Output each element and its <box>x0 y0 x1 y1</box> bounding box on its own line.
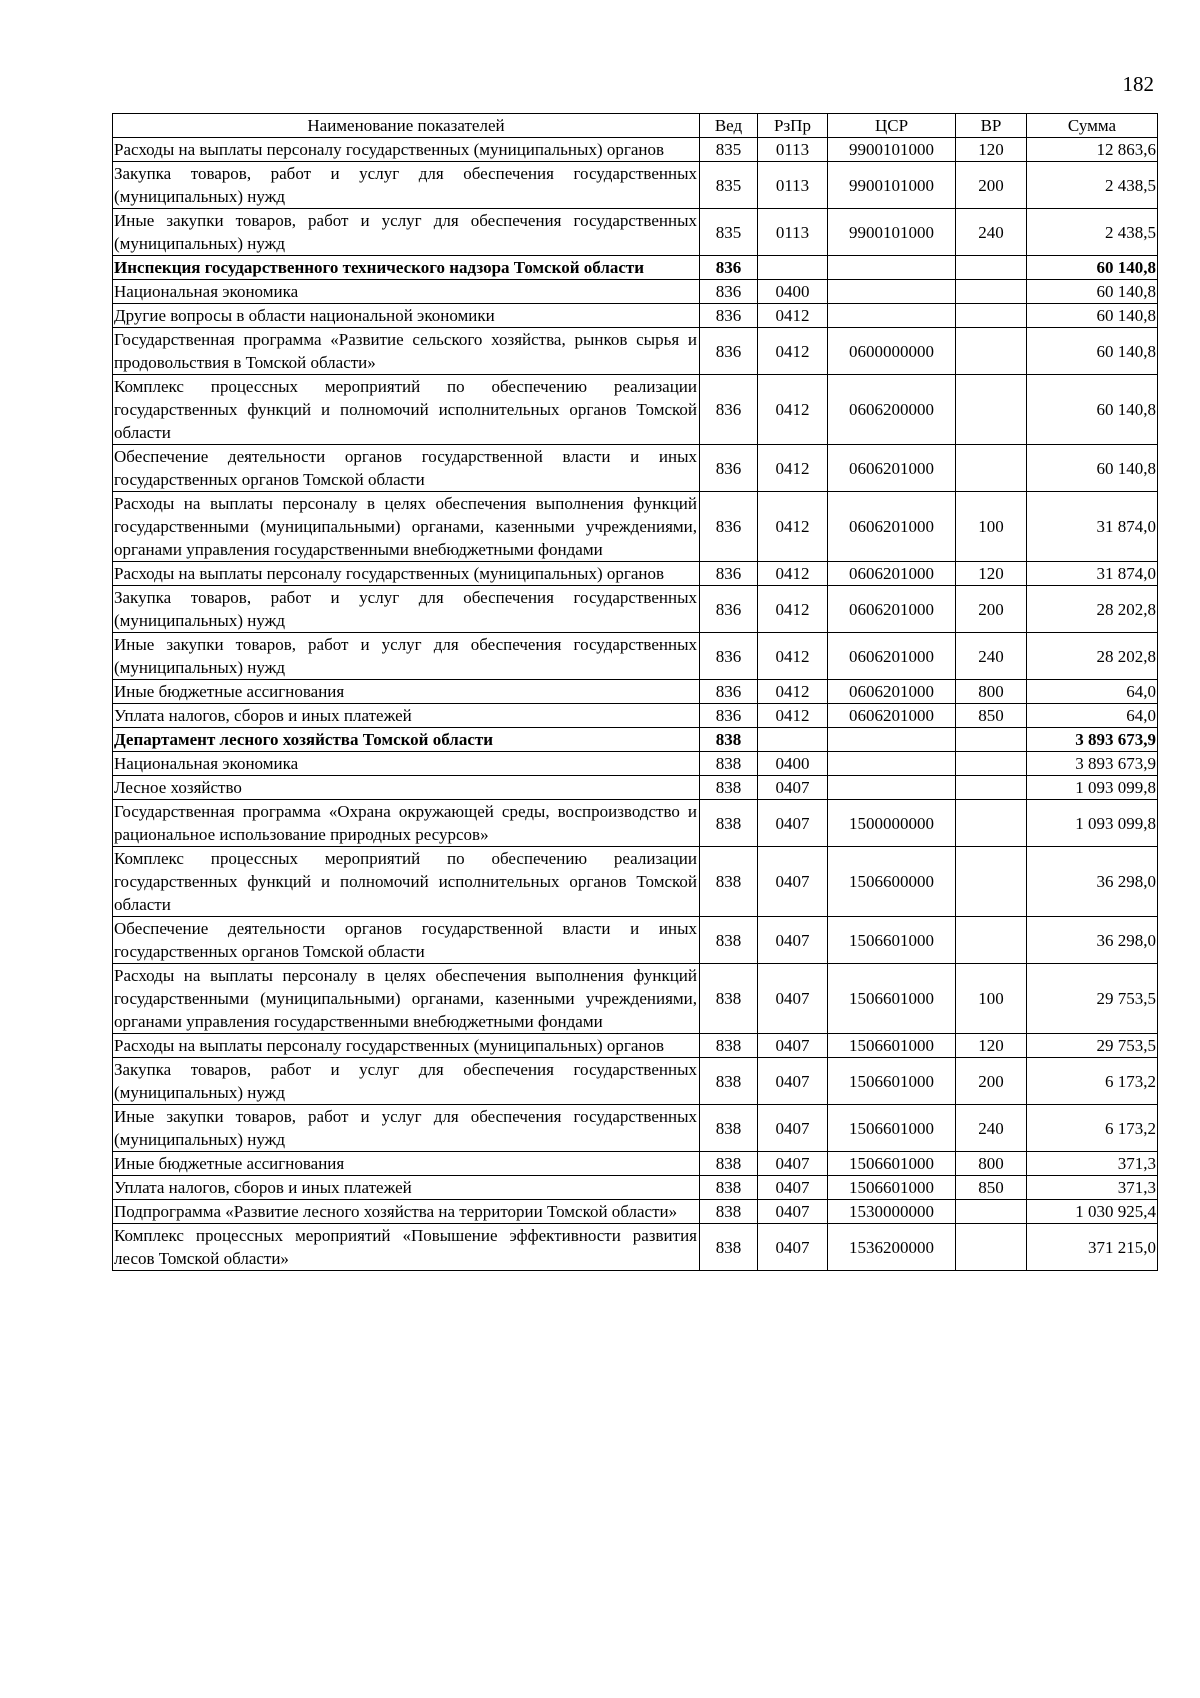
row-ved: 836 <box>700 328 758 375</box>
row-rzpr: 0400 <box>758 280 828 304</box>
row-name: Обеспечение деятельности органов государственной власти и иных государственных органов Томской области <box>113 445 700 492</box>
table-row <box>113 964 1158 1034</box>
row-name: Государственная программа «Охрана окружающей среды, воспроизводство и рациональное использование природных ресурсов» <box>113 800 700 847</box>
row-sum: 60 140,8 <box>1027 328 1158 375</box>
header-vr: ВР <box>956 114 1027 138</box>
row-rzpr: 0412 <box>758 704 828 728</box>
row-name: Расходы на выплаты персоналу в целях обеспечения выполнения функций государственными (муниципальными) органами, казенными учреждениями, органами управления государственными внебюджетными фондами <box>113 492 700 562</box>
row-rzpr: 0407 <box>758 1152 828 1176</box>
table-row <box>113 328 1158 375</box>
row-vr <box>956 280 1027 304</box>
row-name: Департамент лесного хозяйства Томской области <box>113 728 700 752</box>
row-sum: 31 874,0 <box>1027 562 1158 586</box>
table-body <box>113 138 1158 1271</box>
row-vr: 850 <box>956 1176 1027 1200</box>
table-row <box>113 800 1158 847</box>
table-row <box>113 492 1158 562</box>
table-row <box>113 728 1158 752</box>
row-rzpr: 0400 <box>758 752 828 776</box>
row-ved: 838 <box>700 1200 758 1224</box>
row-csr: 0606201000 <box>828 562 956 586</box>
header-rzpr: РзПр <box>758 114 828 138</box>
row-name: Расходы на выплаты персоналу в целях обеспечения выполнения функций государственными (муниципальными) органами, казенными учреждениями, органами управления государственными внебюджетными фондами <box>113 964 700 1034</box>
row-vr: 120 <box>956 1034 1027 1058</box>
row-sum: 28 202,8 <box>1027 633 1158 680</box>
header-ved: Вед <box>700 114 758 138</box>
row-sum: 1 030 925,4 <box>1027 1200 1158 1224</box>
row-vr <box>956 917 1027 964</box>
row-rzpr: 0407 <box>758 1105 828 1152</box>
row-name: Другие вопросы в области национальной экономики <box>113 304 700 328</box>
row-name: Расходы на выплаты персоналу государственных (муниципальных) органов <box>113 138 700 162</box>
row-name: Лесное хозяйство <box>113 776 700 800</box>
row-ved: 838 <box>700 1224 758 1271</box>
row-name: Комплекс процессных мероприятий «Повышение эффективности развития лесов Томской области» <box>113 1224 700 1271</box>
table-row <box>113 162 1158 209</box>
row-rzpr: 0113 <box>758 209 828 256</box>
row-rzpr: 0412 <box>758 304 828 328</box>
row-rzpr: 0407 <box>758 776 828 800</box>
row-vr <box>956 800 1027 847</box>
row-sum: 371,3 <box>1027 1152 1158 1176</box>
row-name: Закупка товаров, работ и услуг для обеспечения государственных (муниципальных) нужд <box>113 162 700 209</box>
row-name: Национальная экономика <box>113 280 700 304</box>
row-sum: 36 298,0 <box>1027 917 1158 964</box>
row-vr <box>956 304 1027 328</box>
row-sum: 12 863,6 <box>1027 138 1158 162</box>
row-ved: 838 <box>700 1034 758 1058</box>
row-ved: 838 <box>700 917 758 964</box>
table-row <box>113 752 1158 776</box>
row-vr <box>956 256 1027 280</box>
row-name: Обеспечение деятельности органов государственной власти и иных государственных органов Томской области <box>113 917 700 964</box>
table-row <box>113 1176 1158 1200</box>
row-vr <box>956 847 1027 917</box>
row-vr <box>956 776 1027 800</box>
header-csr: ЦСР <box>828 114 956 138</box>
row-rzpr: 0407 <box>758 964 828 1034</box>
table-row <box>113 586 1158 633</box>
row-rzpr: 0407 <box>758 1224 828 1271</box>
row-ved: 836 <box>700 633 758 680</box>
row-ved: 835 <box>700 138 758 162</box>
row-name: Комплекс процессных мероприятий по обеспечению реализации государственных функций и полномочий исполнительных органов Томской области <box>113 375 700 445</box>
row-csr: 0606201000 <box>828 492 956 562</box>
row-csr: 1506601000 <box>828 1105 956 1152</box>
row-ved: 836 <box>700 375 758 445</box>
row-vr: 100 <box>956 492 1027 562</box>
page-number: 182 <box>1122 72 1154 96</box>
row-name: Уплата налогов, сборов и иных платежей <box>113 704 700 728</box>
row-ved: 838 <box>700 800 758 847</box>
row-sum: 2 438,5 <box>1027 162 1158 209</box>
table-row <box>113 1034 1158 1058</box>
row-name: Государственная программа «Развитие сельского хозяйства, рынков сырья и продовольствия в Томской области» <box>113 328 700 375</box>
row-csr <box>828 728 956 752</box>
row-csr <box>828 280 956 304</box>
row-rzpr: 0412 <box>758 680 828 704</box>
row-csr: 9900101000 <box>828 162 956 209</box>
row-vr: 200 <box>956 162 1027 209</box>
row-csr: 0606200000 <box>828 375 956 445</box>
row-csr: 1506601000 <box>828 1152 956 1176</box>
row-ved: 838 <box>700 1152 758 1176</box>
row-sum: 6 173,2 <box>1027 1058 1158 1105</box>
row-vr <box>956 1200 1027 1224</box>
row-name: Уплата налогов, сборов и иных платежей <box>113 1176 700 1200</box>
row-rzpr: 0412 <box>758 492 828 562</box>
row-vr: 120 <box>956 562 1027 586</box>
row-vr: 240 <box>956 209 1027 256</box>
table-row <box>113 445 1158 492</box>
row-ved: 838 <box>700 776 758 800</box>
table-row <box>113 1058 1158 1105</box>
row-vr <box>956 728 1027 752</box>
row-csr: 1506600000 <box>828 847 956 917</box>
row-ved: 836 <box>700 256 758 280</box>
row-sum: 29 753,5 <box>1027 964 1158 1034</box>
row-ved: 836 <box>700 562 758 586</box>
row-sum: 29 753,5 <box>1027 1034 1158 1058</box>
row-name: Комплекс процессных мероприятий по обеспечению реализации государственных функций и полномочий исполнительных органов Томской области <box>113 847 700 917</box>
row-vr: 800 <box>956 1152 1027 1176</box>
row-sum: 64,0 <box>1027 704 1158 728</box>
row-ved: 836 <box>700 680 758 704</box>
header-sum: Сумма <box>1027 114 1158 138</box>
row-csr: 0606201000 <box>828 633 956 680</box>
row-name: Иные закупки товаров, работ и услуг для обеспечения государственных (муниципальных) нужд <box>113 633 700 680</box>
row-sum: 60 140,8 <box>1027 375 1158 445</box>
row-csr: 1536200000 <box>828 1224 956 1271</box>
row-csr: 9900101000 <box>828 138 956 162</box>
row-csr: 1506601000 <box>828 964 956 1034</box>
row-sum: 60 140,8 <box>1027 445 1158 492</box>
row-ved: 835 <box>700 162 758 209</box>
row-ved: 836 <box>700 492 758 562</box>
row-ved: 838 <box>700 728 758 752</box>
row-csr <box>828 752 956 776</box>
row-name: Иные закупки товаров, работ и услуг для обеспечения государственных (муниципальных) нужд <box>113 209 700 256</box>
row-csr: 0606201000 <box>828 586 956 633</box>
row-rzpr: 0113 <box>758 138 828 162</box>
row-rzpr <box>758 256 828 280</box>
table-header-row <box>113 114 1158 138</box>
row-vr <box>956 375 1027 445</box>
table-row <box>113 280 1158 304</box>
row-csr: 9900101000 <box>828 209 956 256</box>
row-sum: 3 893 673,9 <box>1027 752 1158 776</box>
row-name: Закупка товаров, работ и услуг для обеспечения государственных (муниципальных) нужд <box>113 1058 700 1105</box>
table-row <box>113 256 1158 280</box>
row-rzpr: 0407 <box>758 1034 828 1058</box>
row-sum: 36 298,0 <box>1027 847 1158 917</box>
row-sum: 1 093 099,8 <box>1027 776 1158 800</box>
budget-table <box>112 113 1158 1271</box>
row-name: Национальная экономика <box>113 752 700 776</box>
row-rzpr: 0412 <box>758 328 828 375</box>
row-csr: 1506601000 <box>828 1176 956 1200</box>
table-row <box>113 1200 1158 1224</box>
row-csr: 0606201000 <box>828 680 956 704</box>
row-sum: 60 140,8 <box>1027 304 1158 328</box>
row-rzpr <box>758 728 828 752</box>
row-vr: 850 <box>956 704 1027 728</box>
row-ved: 836 <box>700 586 758 633</box>
row-sum: 1 093 099,8 <box>1027 800 1158 847</box>
row-vr: 100 <box>956 964 1027 1034</box>
row-rzpr: 0407 <box>758 1176 828 1200</box>
table-row <box>113 847 1158 917</box>
row-vr: 200 <box>956 1058 1027 1105</box>
row-csr: 1506601000 <box>828 917 956 964</box>
row-sum: 31 874,0 <box>1027 492 1158 562</box>
row-rzpr: 0412 <box>758 375 828 445</box>
row-csr: 0606201000 <box>828 445 956 492</box>
row-name: Закупка товаров, работ и услуг для обеспечения государственных (муниципальных) нужд <box>113 586 700 633</box>
row-ved: 838 <box>700 847 758 917</box>
row-ved: 838 <box>700 1105 758 1152</box>
row-rzpr: 0412 <box>758 562 828 586</box>
row-sum: 60 140,8 <box>1027 256 1158 280</box>
row-sum: 60 140,8 <box>1027 280 1158 304</box>
table-row <box>113 776 1158 800</box>
table-row <box>113 209 1158 256</box>
row-vr <box>956 752 1027 776</box>
row-rzpr: 0407 <box>758 917 828 964</box>
table-row <box>113 1224 1158 1271</box>
table-row <box>113 138 1158 162</box>
table-row <box>113 917 1158 964</box>
row-ved: 836 <box>700 704 758 728</box>
table-row <box>113 1152 1158 1176</box>
row-vr: 800 <box>956 680 1027 704</box>
row-rzpr: 0412 <box>758 445 828 492</box>
row-name: Расходы на выплаты персоналу государственных (муниципальных) органов <box>113 1034 700 1058</box>
row-name: Иные закупки товаров, работ и услуг для обеспечения государственных (муниципальных) нужд <box>113 1105 700 1152</box>
row-rzpr: 0412 <box>758 586 828 633</box>
row-csr: 0600000000 <box>828 328 956 375</box>
row-rzpr: 0407 <box>758 800 828 847</box>
row-ved: 838 <box>700 1176 758 1200</box>
row-vr <box>956 445 1027 492</box>
row-csr <box>828 256 956 280</box>
table-row <box>113 633 1158 680</box>
row-vr: 240 <box>956 633 1027 680</box>
row-ved: 838 <box>700 964 758 1034</box>
row-rzpr: 0407 <box>758 1058 828 1105</box>
table-row <box>113 680 1158 704</box>
table-row <box>113 304 1158 328</box>
row-sum: 3 893 673,9 <box>1027 728 1158 752</box>
row-name: Иные бюджетные ассигнования <box>113 1152 700 1176</box>
row-vr: 120 <box>956 138 1027 162</box>
row-ved: 836 <box>700 445 758 492</box>
row-name: Инспекция государственного технического надзора Томской области <box>113 256 700 280</box>
row-rzpr: 0113 <box>758 162 828 209</box>
row-name: Иные бюджетные ассигнования <box>113 680 700 704</box>
row-rzpr: 0412 <box>758 633 828 680</box>
row-csr: 1506601000 <box>828 1058 956 1105</box>
table-row <box>113 375 1158 445</box>
row-vr: 200 <box>956 586 1027 633</box>
row-sum: 371 215,0 <box>1027 1224 1158 1271</box>
table-row <box>113 704 1158 728</box>
row-csr: 0606201000 <box>828 704 956 728</box>
row-rzpr: 0407 <box>758 847 828 917</box>
row-vr <box>956 1224 1027 1271</box>
row-csr <box>828 776 956 800</box>
row-csr: 1530000000 <box>828 1200 956 1224</box>
row-sum: 371,3 <box>1027 1176 1158 1200</box>
row-ved: 836 <box>700 280 758 304</box>
row-vr: 240 <box>956 1105 1027 1152</box>
row-ved: 838 <box>700 1058 758 1105</box>
row-ved: 836 <box>700 304 758 328</box>
row-csr <box>828 304 956 328</box>
header-name: Наименование показателей <box>113 114 700 138</box>
table-row <box>113 1105 1158 1152</box>
row-vr <box>956 328 1027 375</box>
row-ved: 835 <box>700 209 758 256</box>
row-sum: 6 173,2 <box>1027 1105 1158 1152</box>
row-csr: 1500000000 <box>828 800 956 847</box>
table-row <box>113 562 1158 586</box>
row-csr: 1506601000 <box>828 1034 956 1058</box>
row-sum: 64,0 <box>1027 680 1158 704</box>
row-name: Расходы на выплаты персоналу государственных (муниципальных) органов <box>113 562 700 586</box>
row-ved: 838 <box>700 752 758 776</box>
row-sum: 2 438,5 <box>1027 209 1158 256</box>
row-sum: 28 202,8 <box>1027 586 1158 633</box>
row-name: Подпрограмма «Развитие лесного хозяйства на территории Томской области» <box>113 1200 700 1224</box>
row-rzpr: 0407 <box>758 1200 828 1224</box>
